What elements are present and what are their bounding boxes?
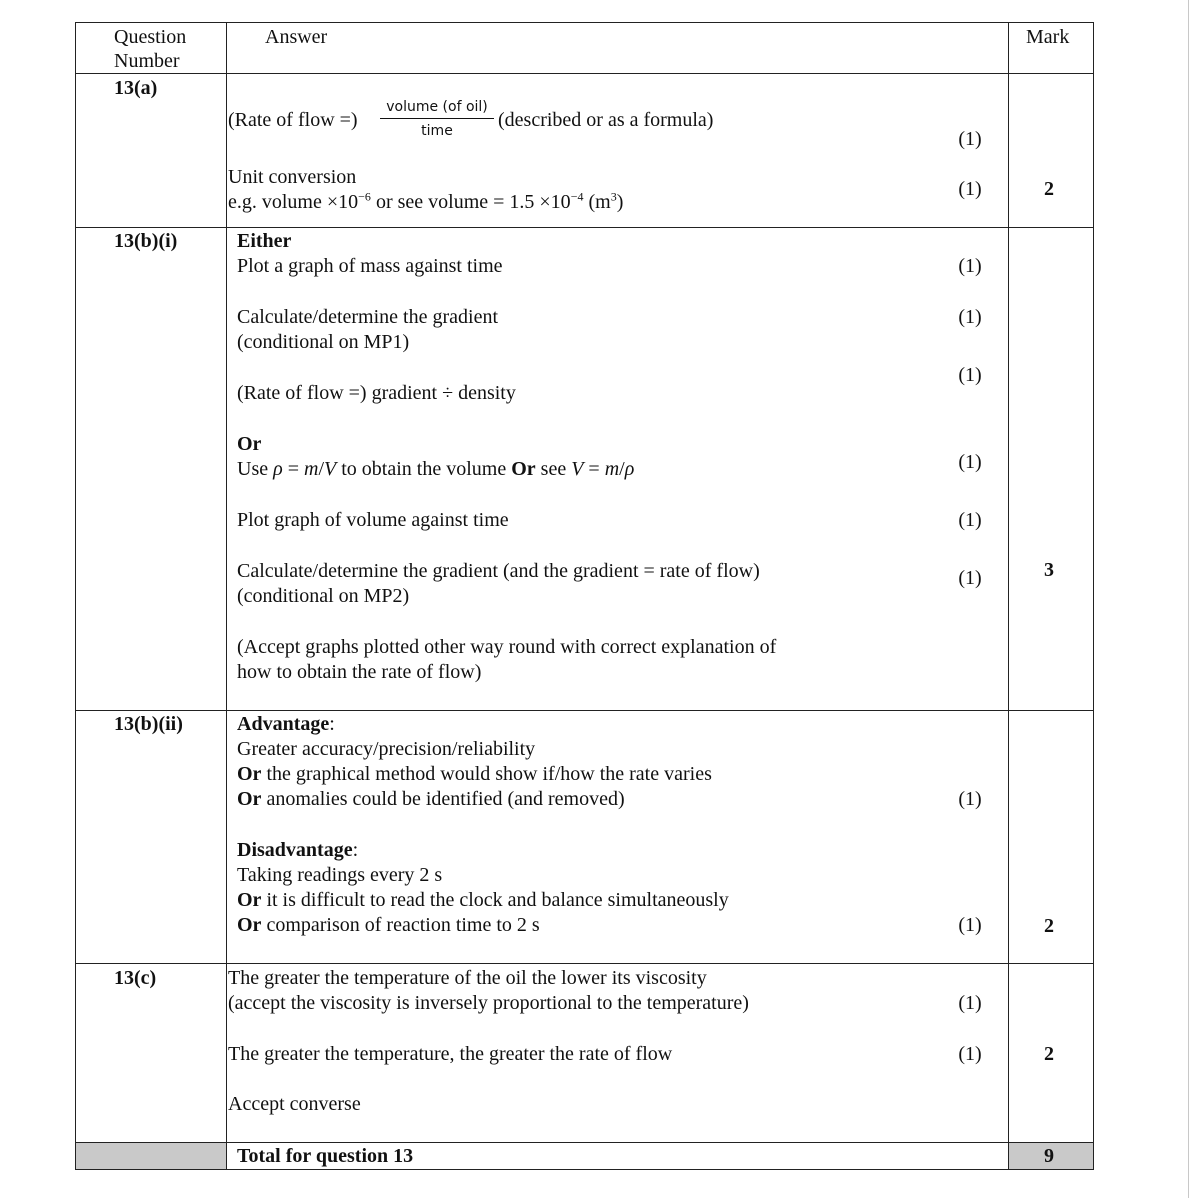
l5-m2: m [604,458,620,480]
l5-text-d: to obtain the volume [336,458,512,480]
page-edge [1188,0,1189,1198]
advantage-text-3: anomalies could be identified (and removed) [261,788,625,810]
mark-13bi-4: (1) [958,451,982,473]
bi-line-4: (Rate of flow =) gradient ÷ density [237,382,516,404]
l5-text-g: / [619,458,625,480]
table-bottom-border [75,1169,1094,1170]
l5-rho2: ρ [624,458,635,480]
row-13bii-divider [75,963,1094,964]
header-answer: Answer [265,26,328,48]
l5-text-b: = [282,458,304,480]
advantage-or-2: Or [237,788,262,810]
mark-13bi-5: (1) [958,509,982,531]
unit-text-d: ) [616,191,624,213]
l5-or: Or [511,458,536,480]
header-mark: Mark [1026,26,1070,48]
bi-line-8: (conditional on MP2) [237,585,410,607]
l5-text-a: Use [237,458,274,480]
mark-13a-mp2: (1) [958,178,982,200]
rate-of-flow-suffix: (described or as a formula) [498,109,714,131]
row-13a-divider [75,227,1094,228]
l5-v: V [324,458,337,480]
or-heading: Or [237,433,262,455]
bi-line-7: Calculate/determine the gradient (and the gradient = rate of flow) [237,560,760,582]
rate-of-flow-prefix: (Rate of flow =) [228,109,358,131]
total-13c: 2 [1044,1043,1054,1065]
table-top-border [75,22,1094,23]
disadvantage-line-3 [237,913,540,938]
mark-13c-2: (1) [958,1043,982,1065]
question-number-13bii: 13(b)(ii) [114,713,183,735]
bi-line-5 [237,457,634,482]
row-13bi-divider [75,710,1094,711]
row-13c-divider [75,1142,1094,1143]
question-number-13c: 13(c) [114,967,157,989]
unit-text-c: (m [583,191,611,213]
mark-13bii-1: (1) [958,788,982,810]
mark-column-divider [1008,22,1009,1170]
disadvantage-line-1: Taking readings every 2 s [237,864,443,886]
advantage-line-1: Greater accuracy/precision/reliability [237,738,536,760]
unit-conversion-title: Unit conversion [228,166,357,188]
volume-over-time-fraction [380,98,494,140]
l5-text-f: = [583,458,605,480]
header-row-divider [75,73,1094,74]
mark-13bi-6: (1) [958,567,982,589]
mark-13bi-1: (1) [958,255,982,277]
unit-exp-1: −6 [358,189,371,204]
unit-text-a: e.g. volume ×10 [228,191,359,213]
unit-text-b: or see volume = 1.5 ×10 [370,191,571,213]
table-right-border [1093,22,1094,1170]
answer-column-divider [226,22,227,1170]
total-label: Total for question 13 [237,1145,414,1167]
fraction-bar [380,118,494,119]
c-line-4: Accept converse [228,1093,361,1115]
question-number-13bi: 13(b)(i) [114,230,178,252]
fraction-denominator: time [421,123,453,139]
bi-line-6: Plot graph of volume against time [237,509,509,531]
advantage-heading [237,712,335,737]
disadvantage-heading [237,838,358,863]
c-line-3: The greater the temperature, the greater the rate of flow [228,1043,673,1065]
grand-total: 9 [1044,1145,1054,1167]
disadvantage-text-3: comparison of reaction time to 2 s [261,914,540,936]
advantage-label: Advantage [237,713,330,735]
c-line-2: (accept the viscosity is inversely proportional to the temperature) [228,992,749,1014]
mark-13bi-2: (1) [958,306,982,328]
header-question-number: Question Number [114,26,187,72]
advantage-colon: : [329,713,335,735]
question-number-13a: 13(a) [114,77,158,99]
advantage-line-2 [237,762,712,787]
l5-m: m [304,458,319,480]
mark-13a-mp1: (1) [958,128,982,150]
disadvantage-text-2: it is difficult to read the clock and balance simultaneously [261,889,729,911]
total-13bi: 3 [1044,559,1054,581]
disadvantage-or-2: Or [237,914,262,936]
total-row-shade-left [75,1142,226,1169]
bi-line-10: how to obtain the rate of flow) [237,661,482,683]
either-heading: Either [237,230,292,252]
advantage-text-2: the graphical method would show if/how the rate varies [261,763,712,785]
advantage-or-1: Or [237,763,262,785]
unit-conversion-example [228,190,623,215]
unit-exp-3: 3 [610,189,617,204]
unit-exp-2: −4 [570,189,584,204]
total-13bii: 2 [1044,915,1054,937]
bi-line-3: (conditional on MP1) [237,331,410,353]
l5-text-c: / [318,458,325,480]
mark-13bii-2: (1) [958,914,982,936]
l5-text-e: see [535,458,572,480]
mark-13c-1: (1) [958,992,982,1014]
mark-13bi-3: (1) [958,364,982,386]
fraction-numerator: volume (of oil) [386,99,488,115]
l5-v2: V [571,458,584,480]
disadvantage-or-1: Or [237,889,262,911]
disadvantage-line-2 [237,888,729,913]
bi-line-1: Plot a graph of mass against time [237,255,503,277]
l5-rho: ρ [273,458,283,480]
table-left-border [75,22,76,1170]
total-13a: 2 [1044,178,1054,200]
bi-line-9: (Accept graphs plotted other way round with correct explanation of [237,636,777,658]
disadvantage-label: Disadvantage [237,839,353,861]
advantage-line-3 [237,787,625,812]
disadvantage-colon: : [352,839,359,861]
bi-line-2: Calculate/determine the gradient [237,306,498,328]
c-line-1: The greater the temperature of the oil the lower its viscosity [228,967,707,989]
